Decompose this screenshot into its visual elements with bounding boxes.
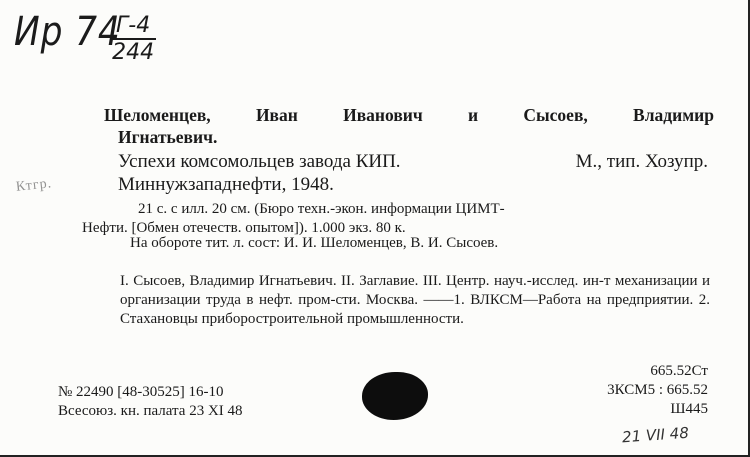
title-block <box>118 150 708 196</box>
imprint: М., тип. Хозупр. <box>575 151 708 172</box>
chamber-date: Всесоюз. кн. палата 23 XI 48 <box>58 403 243 419</box>
ink-blot <box>362 372 428 420</box>
physical-line-2: Нефти. [Обмен отечеств. опытом]). 1.000 экз. 80 к. <box>82 220 406 236</box>
classification-block <box>607 362 708 419</box>
author-mark: Ш445 <box>670 401 708 417</box>
handwritten-date: 21 VII 48 <box>621 423 690 447</box>
author-conjunction: и <box>468 105 479 125</box>
author2-patronymic: Игнатьевич. <box>118 127 218 147</box>
author1-surname: Шеломенцев, <box>104 105 211 125</box>
tracings: I. Сысоев, Владимир Игнатьевич. II. Заглавие. III. Центр. науч.-исслед. ин-т механизации и организации труда в нефт. пром-сти. Москва. ——1. ВЛКСМ—Работа на предприятии. 2. Стахановцы приборостроительной промышленности. <box>120 273 710 327</box>
classification-udc: 665.52Ст <box>650 363 708 379</box>
publisher: Миннужзападнефти, 1948. <box>118 174 334 195</box>
compiler-note: На обороте тит. л. сост: И. И. Шеломенцев, В. И. Сысоев. <box>130 235 499 251</box>
card-number: № 22490 [48-30525] 16-10 <box>58 384 224 400</box>
title-main: Успехи комсомольцев завода КИП. <box>118 151 401 172</box>
author2-name: Владимир <box>633 105 714 125</box>
card-number-block <box>58 383 243 421</box>
shelfmark-main: Ир 74 <box>14 9 121 55</box>
shelfmark-numerator: Г-4 <box>110 14 156 40</box>
shelfmark-denominator: 244 <box>112 40 155 65</box>
classification-code: 3КСМ5 : 665.52 <box>607 382 708 398</box>
faded-stamp: Ктгр. <box>15 176 53 195</box>
author1-name: Иван <box>255 105 298 125</box>
author1-patronymic: Иванович <box>343 105 423 125</box>
physical-description <box>82 200 710 238</box>
author-heading <box>104 104 714 148</box>
author2-surname: Сысоев, <box>523 105 588 125</box>
physical-line-1: 21 с. с илл. 20 см. (Бюро техн.-экон. информации ЦИМТ- <box>138 201 505 217</box>
shelfmark-fraction <box>110 14 156 66</box>
